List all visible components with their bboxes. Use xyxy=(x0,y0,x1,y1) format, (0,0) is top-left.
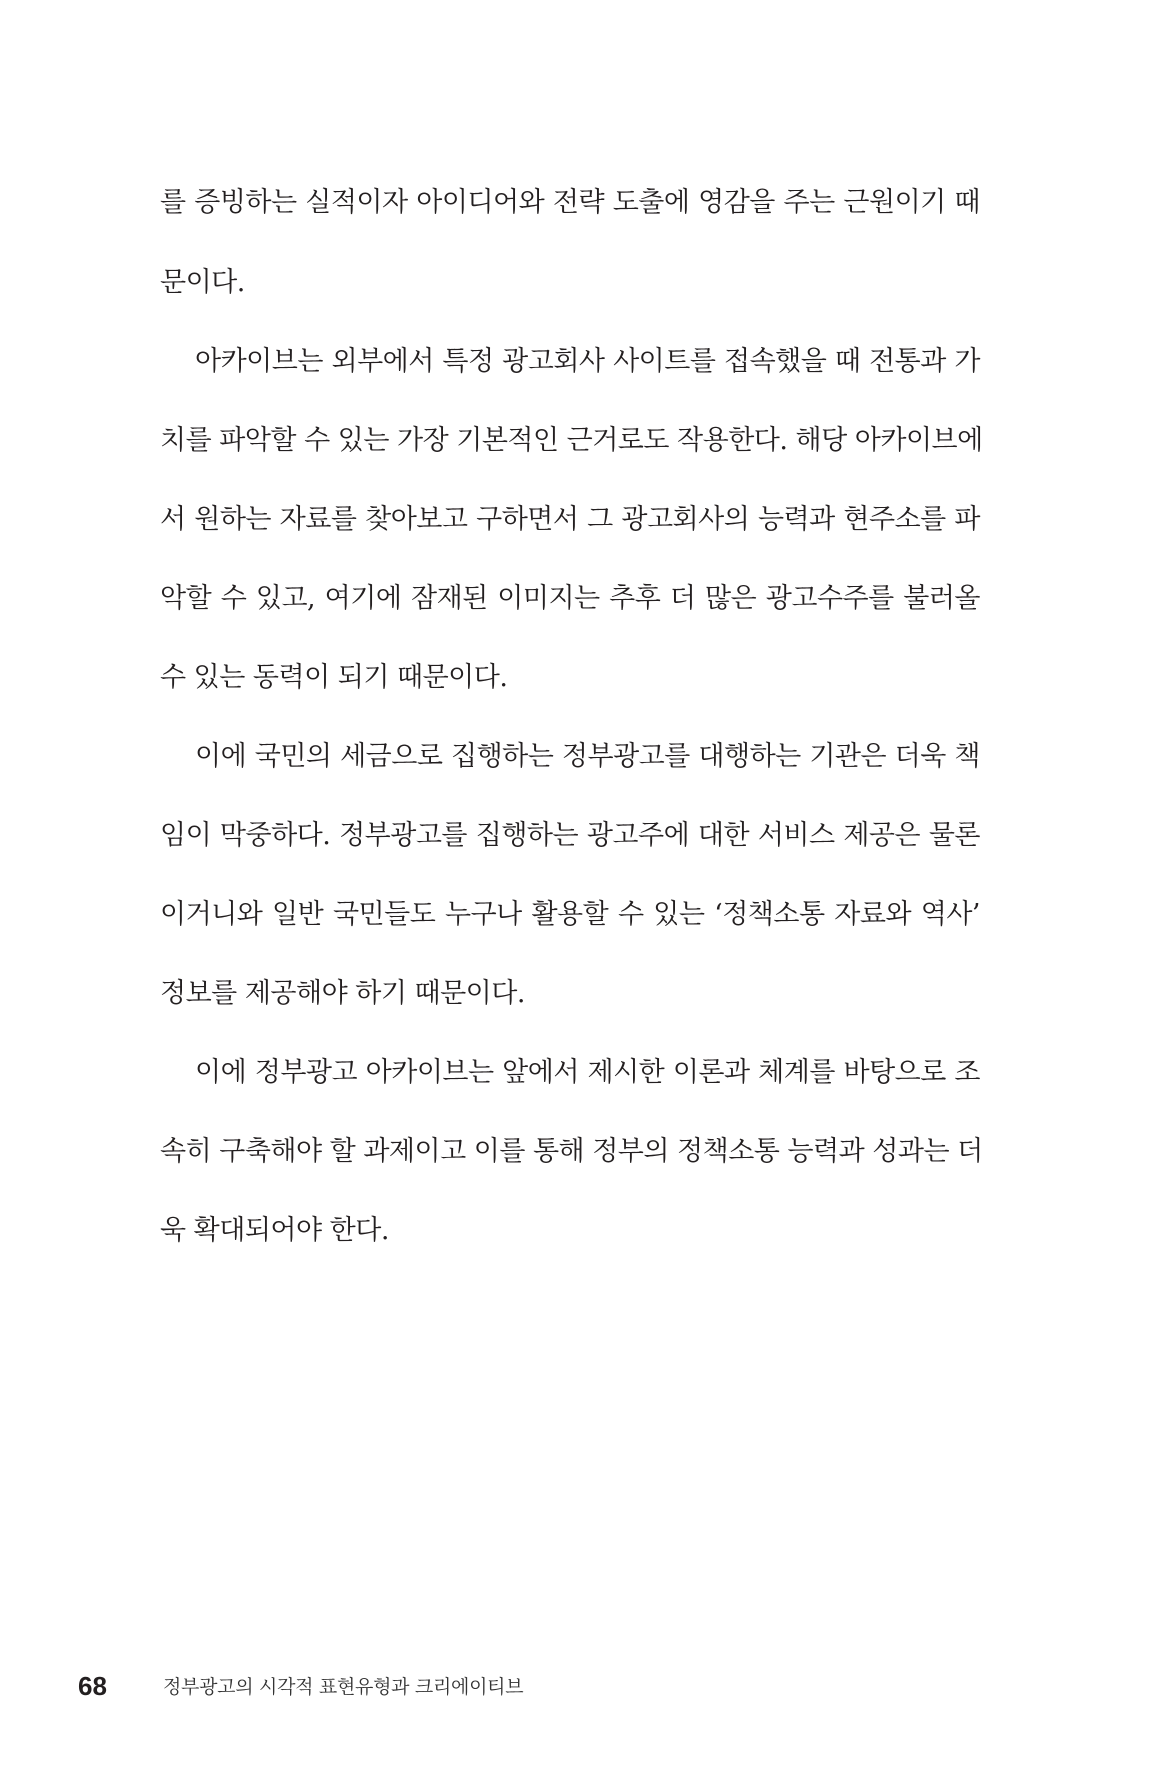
paragraph-first-line: 이에 정부광고 아카이브는 앞에서 제시한 이론과 체계를 바탕으로 조 xyxy=(195,1057,980,1088)
body-text-line: 악할 수 있고, 여기에 잠재된 이미지는 추후 더 많은 광고수주를 불러올 xyxy=(160,583,980,614)
paragraph-first-line: 아카이브는 외부에서 특정 광고회사 사이트를 접속했을 때 전통과 가 xyxy=(195,346,980,377)
body-text-line: 를 증빙하는 실적이자 아이디어와 전략 도출에 영감을 주는 근원이기 때 xyxy=(160,187,980,218)
body-text-line: 욱 확대되어야 한다. xyxy=(160,1215,389,1246)
body-text-line: 속히 구축해야 할 과제이고 이를 통해 정부의 정책소통 능력과 성과는 더 xyxy=(160,1136,983,1167)
paragraph-first-line: 이에 국민의 세금으로 집행하는 정부광고를 대행하는 기관은 더욱 책 xyxy=(195,741,980,772)
body-text-line: 이거니와 일반 국민들도 누구나 활용할 수 있는 ‘정책소통 자료와 역사’ xyxy=(160,899,980,930)
running-title: 정부광고의 시각적 표현유형과 크리에이티브 xyxy=(163,1676,524,1698)
body-text-line: 서 원하는 자료를 찾아보고 구하면서 그 광고회사의 능력과 현주소를 파 xyxy=(160,504,980,535)
page-footer xyxy=(0,1666,1166,1706)
body-text-line: 문이다. xyxy=(160,267,245,298)
body-text-line: 정보를 제공해야 하기 때문이다. xyxy=(160,978,525,1009)
body-text-line: 수 있는 동력이 되기 때문이다. xyxy=(160,662,508,693)
body-text-line: 임이 막중하다. 정부광고를 집행하는 광고주에 대한 서비스 제공은 물론 xyxy=(160,820,980,851)
body-text-line: 치를 파악할 수 있는 가장 기본적인 근거로도 작용한다. 해당 아카이브에 xyxy=(160,425,983,456)
page-number: 68 xyxy=(78,1671,107,1701)
